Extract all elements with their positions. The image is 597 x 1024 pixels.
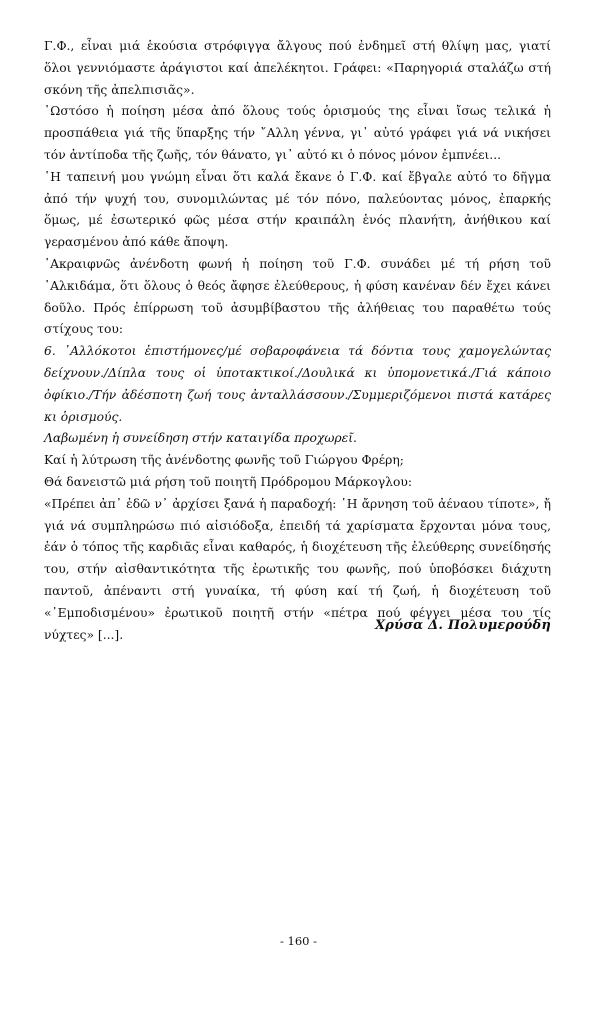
paragraph-alkidamas: ᾽Ακραιφνῶς ἀνένδοτη φωνή ἡ ποίηση τοῦ Γ.Φ. συνάδει μέ τή ρήση τοῦ ᾽Αλκιδάμα, ὅτι ὅλους ὁ θεός ἄφησε ἐλεύθερους, ἡ φύση κανέναν δέν ἔχει κάνει δοῦλο. Πρός ἐπίρρωση τοῦ ἀσυμβίβαστου τῆς ἀλήθειας του παραθέτω τούς στίχους του: xyxy=(44,256,551,337)
paragraph-humble-opinion: ῾Η ταπεινή μου γνώμη εἶναι ὅτι καλά ἔκανε ὁ Γ.Φ. καί ἔβγαλε αὐτό το δῆγμα ἀπό τήν ψυχή του, συνομιλώντας μέ τόν πόνο, παλεύοντας μόνος, ἐπαρκής ὅμως, μέ ἐσωτερικό φῶς μέσα στήν κραιπάλη ἑνός πλανήτη, ἀνήθικου καί γερασμένου ἀπό κάθε ἄποψη. xyxy=(44,169,551,250)
paragraph-closing: «Πρέπει ἀπ᾽ ἐδῶ ν᾽ ἀρχίσει ξανά ἡ παραδοχή: ῾Η ἄρνηση τοῦ ἀέναου τίποτε», ἤ γιά νά συμπληρώσω πιό αἰσιόδοξα, ἐπειδή τά χαρίσματα ἔρχονται μόνα τους, ἐάν ὁ τόπος τῆς καρδιᾶς εἶναι καθαρός, ἡ διοχέτευση τῆς ἐλεύθερης συνείδησής του, στήν αἰσθαντικότητα τῆς ἐρωτικῆς του φωνῆς, πού ὑποβόσκει διάχυτη παντοῦ, ἀπέναντι στή γυναίκα, τή φύση καί τή ζωή, ἡ διοχέτευση τοῦ «᾽Εμποδισμένου» ἐρωτικοῦ ποιητῆ στήν «πέτρα πού φέγγει μέσα του τίς νύχτες» [...]. xyxy=(44,496,551,642)
page-number: - 160 - xyxy=(279,934,318,948)
document-body xyxy=(44,36,551,646)
paragraph-question: Καί ἡ λύτρωση τῆς ἀνένδοτης φωνῆς τοῦ Γιώργου Φρέρη; xyxy=(44,453,404,468)
author-signature: Χρύσα Δ. Πολυμερούδη xyxy=(375,618,551,633)
paragraph-borrowed-saying: Θά δανειστῶ μιά ρήση τοῦ ποιητῆ Πρόδρομου Μάρκογλου: xyxy=(44,474,412,489)
paragraph-opening: Γ.Φ., εἶναι μιά ἑκούσια στρόφιγγα ἄλγους πού ἐνδημεῖ στή θλίψη μας, γιατί ὅλοι γεννιόμαστε ἀράγιστοι καί ἀπελέκητοι. Γράφει: «Παρηγοριά σταλάζω στή σκόνη τῆς ἀπελπισιᾶς». xyxy=(44,39,551,97)
paragraph-quoted-verses: 6. ᾽Αλλόκοτοι ἐπιστήμονες/μέ σοβαροφάνεια τά δόντια τους χαμογελώντας δείχνουν./Δίπλα τους οἱ ὑποτακτικοί./Δουλικά κι ὑπομονετικά./Γιά κάποιο ὀφίκιο./Τήν ἀδέσποτη ζωή τους ἀνταλλάσσουν./Συμμεριζόμενοι πιστά κατάρες κι ὁρισμούς. xyxy=(44,344,551,424)
paragraph-wounded-conscience: Λαβωμένη ἡ συνείδηση στήν καταιγίδα προχωρεῖ. xyxy=(44,431,357,446)
paragraph-poetry-definition: ῾Ωστόσο ἡ ποίηση μέσα ἀπό ὅλους τούς ὁρισμούς της εἶναι ἴσως τελικά ἡ προσπάθεια γιά τῆς ὕπαρξης τήν ῎Αλλη γέννα, γι᾽ αὐτό γράφει γιά νά νικήσει τόν ἀντίποδα τῆς ζωῆς, τόν θάνατο, γι᾽ αὐτό κι ὁ πόνος μόνον ἐμπνέει... xyxy=(44,104,551,162)
